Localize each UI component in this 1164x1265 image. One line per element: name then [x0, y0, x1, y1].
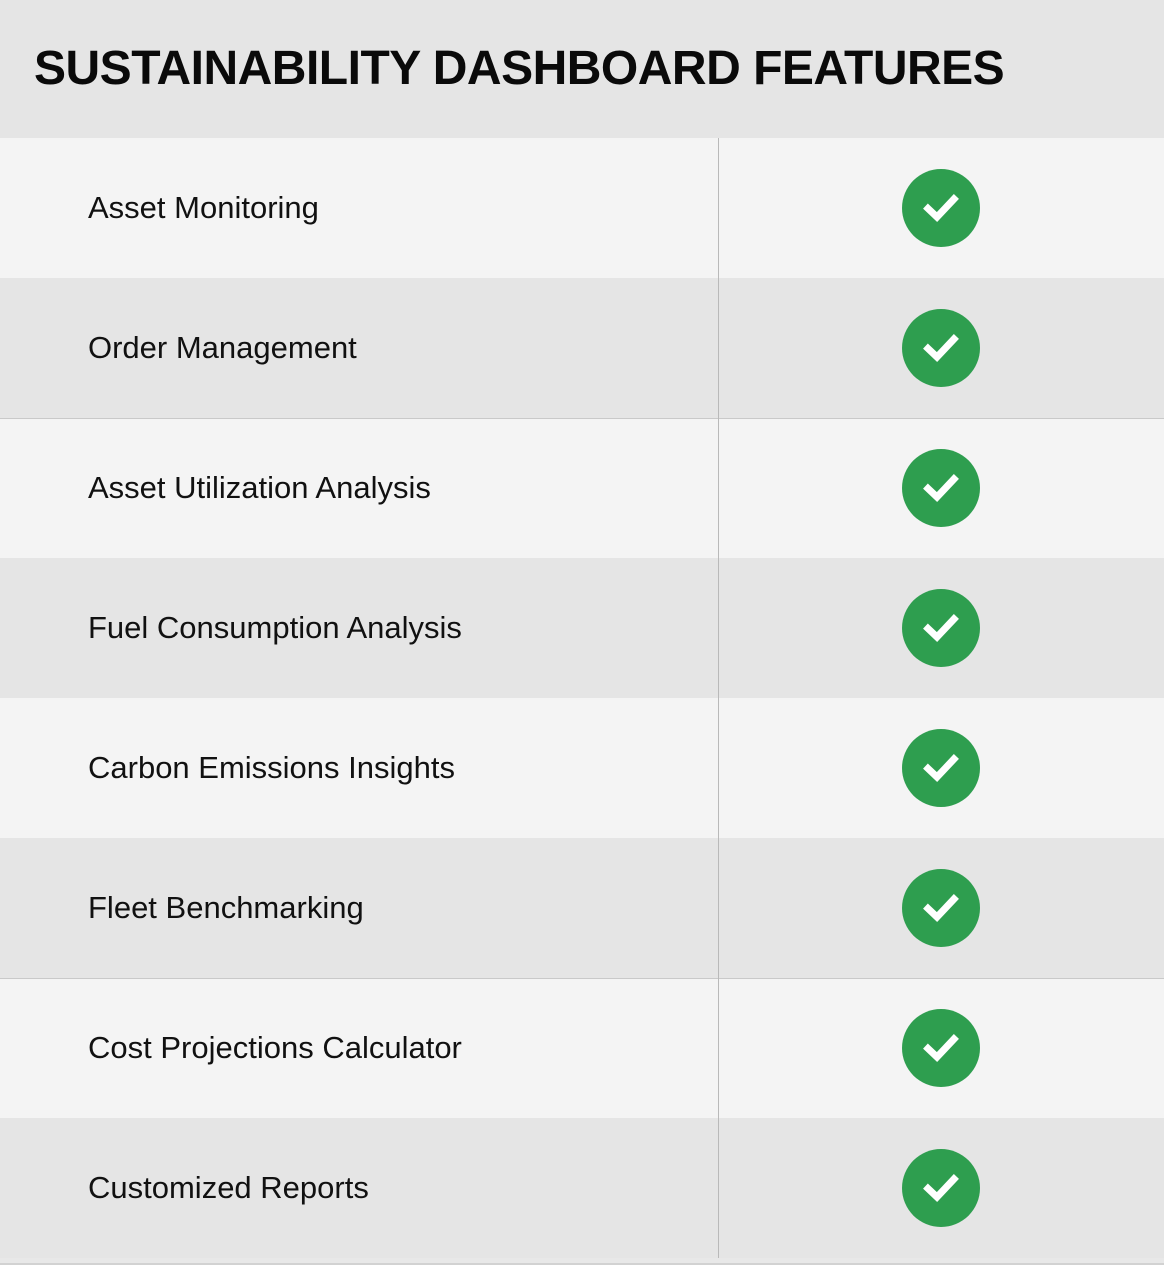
- feature-name-cell: [0, 138, 718, 278]
- check-circle-icon: [902, 729, 980, 807]
- feature-status-cell: [718, 1118, 1164, 1258]
- feature-status-cell: [718, 978, 1164, 1118]
- feature-status-cell: [718, 558, 1164, 698]
- table-row: [0, 418, 1164, 558]
- check-circle-icon: [902, 309, 980, 387]
- feature-name-cell: [0, 698, 718, 838]
- table-row: [0, 1118, 1164, 1258]
- check-circle-icon: [902, 1009, 980, 1087]
- feature-name-cell: [0, 978, 718, 1118]
- check-circle-icon: [902, 589, 980, 667]
- feature-status-cell: [718, 838, 1164, 978]
- feature-label: Cost Projections Calculator: [88, 1030, 462, 1065]
- features-table: [0, 138, 1164, 1258]
- feature-name-cell: [0, 558, 718, 698]
- feature-label: Order Management: [88, 330, 357, 365]
- table-row: [0, 698, 1164, 838]
- feature-status-cell: [718, 278, 1164, 418]
- feature-label: Carbon Emissions Insights: [88, 750, 455, 785]
- feature-status-cell: [718, 418, 1164, 558]
- page-header: [0, 0, 1164, 138]
- table-row: [0, 838, 1164, 978]
- table-row: [0, 558, 1164, 698]
- feature-label: Fleet Benchmarking: [88, 890, 364, 925]
- check-circle-icon: [902, 869, 980, 947]
- feature-name-cell: [0, 418, 718, 558]
- check-circle-icon: [902, 449, 980, 527]
- table-row: [0, 138, 1164, 278]
- feature-label: Asset Utilization Analysis: [88, 470, 431, 505]
- check-circle-icon: [902, 1149, 980, 1227]
- table-row: [0, 978, 1164, 1118]
- feature-status-cell: [718, 138, 1164, 278]
- feature-name-cell: [0, 838, 718, 978]
- feature-label: Customized Reports: [88, 1170, 369, 1205]
- feature-name-cell: [0, 1118, 718, 1258]
- feature-label: Fuel Consumption Analysis: [88, 610, 462, 645]
- page-title: SUSTAINABILITY DASHBOARD FEATURES: [34, 41, 1005, 95]
- table-row: [0, 278, 1164, 418]
- feature-name-cell: [0, 278, 718, 418]
- feature-label: Asset Monitoring: [88, 190, 319, 225]
- check-circle-icon: [902, 169, 980, 247]
- feature-status-cell: [718, 698, 1164, 838]
